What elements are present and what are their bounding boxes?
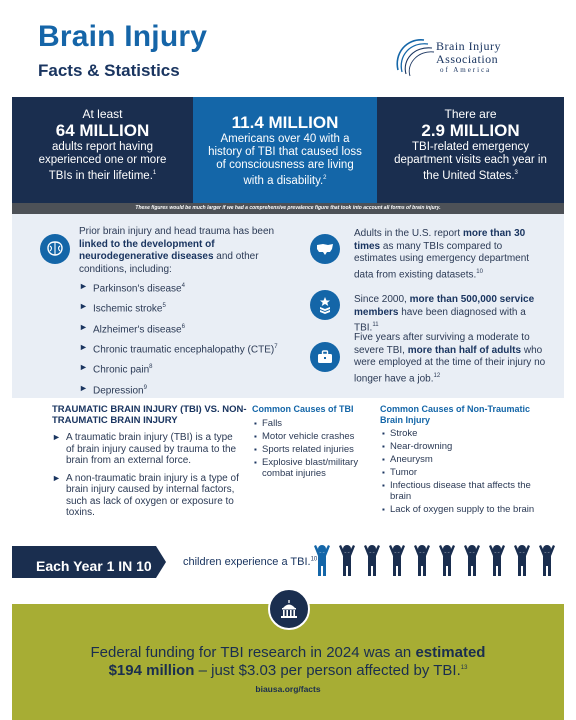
list-item: ► A traumatic brain injury (TBI) is a type of brain injury caused by trauma to the brain from an external force. — [52, 432, 242, 467]
funding-line2: $194 million – just $3.03 per person affected by TBI.$^{13}$ — [108, 662, 468, 679]
neuro-intro: Prior brain injury and head trauma has been linked to the development of neurodegenerative diseases and other conditions, including: — [79, 226, 275, 275]
tbi-report-fact: Adults in the U.S. report more than 30 times as many TBIs compared to estimates using emergency department data from existing datasets.$^{10}$ — [354, 228, 530, 280]
stat-figure: 64 MILLION — [55, 121, 150, 140]
child-icon — [362, 544, 382, 578]
stat-desc: Americans over 40 with a history of TBI that caused loss of consciousness are living with a disability.$^2$ — [208, 133, 362, 187]
stat-box-2-million — [377, 97, 564, 203]
list-item: ► Alzheimer's disease$^6$ — [79, 321, 289, 336]
causes-nontbi-list — [382, 428, 552, 517]
definitions-section — [0, 398, 576, 528]
list-item: ► Parkinson's disease$^4$ — [79, 280, 289, 295]
child-icon — [337, 544, 357, 578]
stat-desc: TBI-related emergency department visits each year in the United States.$^3$ — [394, 141, 547, 182]
list-item: ▪ Falls — [254, 418, 372, 429]
logo-text-line3: of America — [440, 66, 492, 74]
each-year-label: Each Year 1 IN 10 — [36, 558, 152, 574]
list-item: ► Chronic traumatic encephalopathy (CTE)$^7$ — [79, 341, 289, 356]
brain-icon — [40, 234, 70, 264]
children-pictogram — [312, 544, 566, 580]
list-item: ▪ Lack of oxygen supply to the brain — [382, 504, 552, 515]
capitol-building-icon — [268, 588, 310, 630]
list-item: ▪ Motor vehicle crashes — [254, 431, 372, 442]
child-icon — [512, 544, 532, 578]
list-item: ▪ Explosive blast/military combat injuries — [254, 457, 372, 479]
briefcase-icon — [310, 342, 340, 372]
prevalence-banner: These figures would be much larger if we had a comprehensive prevalence figure that took into account all forms of brain injury. — [12, 203, 564, 214]
child-icon — [537, 544, 557, 578]
list-item: ► Chronic pain$^8$ — [79, 361, 289, 376]
facts-panel — [12, 214, 564, 398]
list-item: ► Depression$^9$ — [79, 382, 289, 397]
stat-box-11-million — [193, 97, 377, 203]
tbi-definitions — [52, 432, 242, 525]
causes-nontbi-heading: Common Causes of Non-Traumatic Brain Injury — [380, 404, 531, 425]
stat-figure: 2.9 MILLION — [421, 121, 520, 140]
military-badge-icon — [310, 290, 340, 320]
causes-tbi-heading: Common Causes of TBI — [252, 404, 354, 414]
child-icon — [487, 544, 507, 578]
funding-section — [12, 604, 564, 720]
stat-desc: adults report having experienced one or more TBIs in their lifetime.$^1$ — [38, 141, 167, 182]
child-icon — [412, 544, 432, 578]
list-item: ► A non-traumatic brain injury is a type of brain injury caused by internal factors, such as lack of oxygen or exposure to toxins. — [52, 473, 242, 519]
page-title: Brain Injury — [38, 20, 208, 53]
list-item: ▪ Infectious disease that affects the brain — [382, 480, 552, 502]
conditions-list — [79, 280, 289, 402]
service-members-fact: Since 2000, more than 500,000 service members have been diagnosed with a TBI.$^{11}$ — [354, 294, 535, 334]
logo-text-line2: Association — [436, 52, 499, 66]
child-icon — [437, 544, 457, 578]
biaa-logo — [392, 34, 542, 84]
logo-mark-icon — [392, 34, 436, 80]
list-item: ▪ Sports related injuries — [254, 444, 372, 455]
each-year-label-box — [12, 546, 156, 578]
list-item: ► Ischemic stroke$^5$ — [79, 300, 289, 315]
child-icon — [462, 544, 482, 578]
list-item: ▪ Tumor — [382, 467, 552, 478]
facts-url: biausa.org/facts — [255, 684, 321, 694]
header — [0, 0, 576, 96]
stat-pre: There are — [444, 107, 497, 121]
stat-figure: 11.4 MILLION — [231, 113, 339, 132]
usa-map-icon — [310, 234, 340, 264]
list-item: ▪ Near-drowning — [382, 441, 552, 452]
funding-line1: Federal funding for TBI research in 2024 was an estimated — [90, 644, 486, 661]
stat-box-64-million — [12, 97, 193, 203]
list-item: ▪ Aneurysm — [382, 454, 552, 465]
child-icon — [312, 544, 332, 578]
list-item: ▪ Stroke — [382, 428, 552, 439]
each-year-text: children experience a TBI.$^{10}$ — [183, 556, 318, 568]
each-year-arrow — [156, 546, 166, 578]
stat-row — [12, 97, 564, 203]
child-icon — [387, 544, 407, 578]
tbi-vs-nontbi-heading: TRAUMATIC BRAIN INJURY (TBI) VS. NON-TRAUMATIC BRAIN INJURY — [52, 404, 247, 426]
each-year-strip — [0, 542, 576, 580]
logo-text-line1: Brain Injury — [436, 39, 501, 53]
causes-tbi-list — [254, 418, 372, 481]
stat-pre: At least — [82, 107, 123, 121]
page-subtitle: Facts & Statistics — [38, 61, 180, 80]
employment-fact: Five years after surviving a moderate to severe TBI, more than half of adults who were employed at the time of their injury no longer have a job.$^{12}$ — [354, 332, 546, 384]
